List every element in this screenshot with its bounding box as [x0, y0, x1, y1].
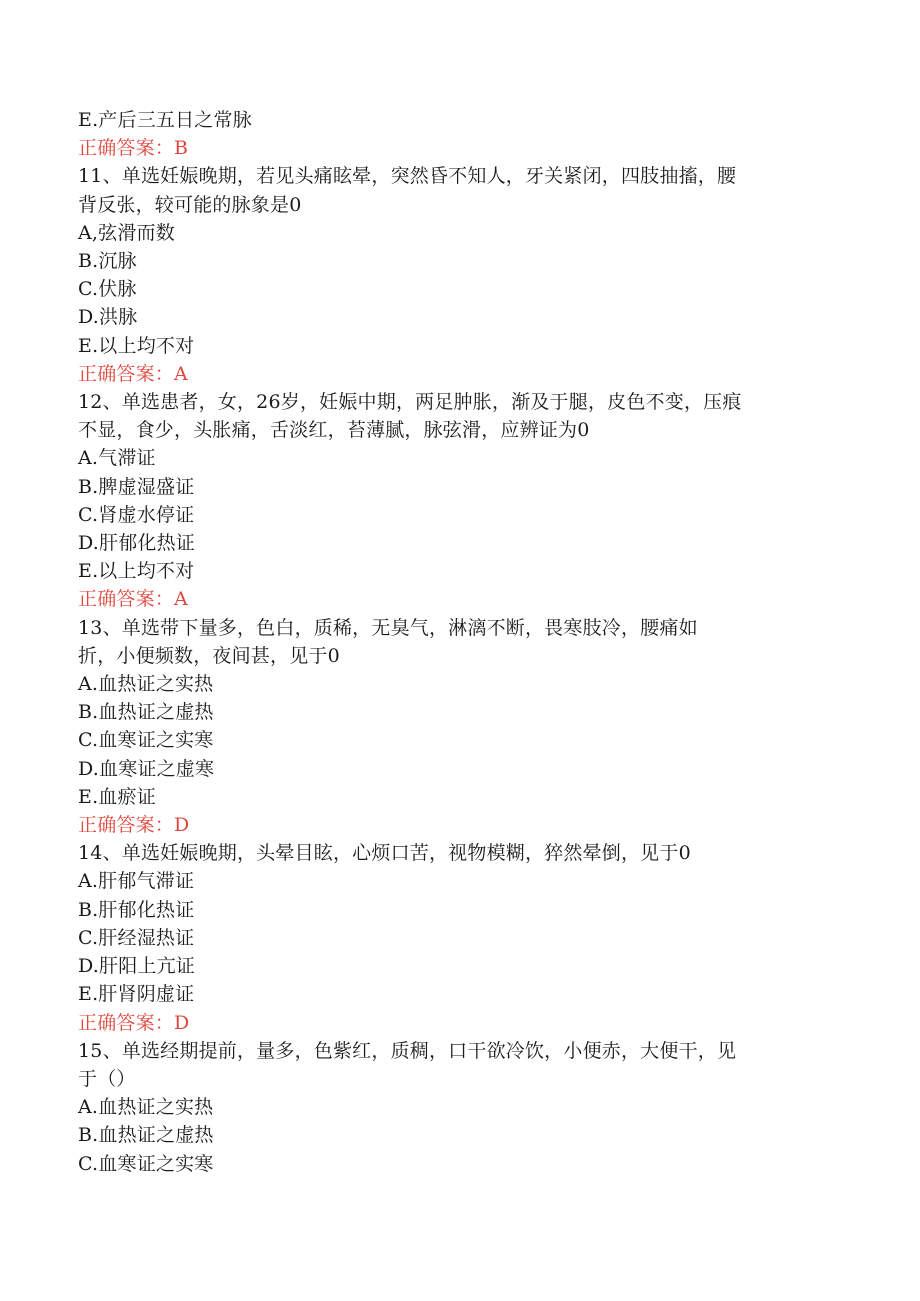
q15-option-b: B.血热证之虚热 [78, 1124, 214, 1147]
q13-option-a: A.血热证之实热 [78, 673, 214, 696]
question-15 [78, 1037, 823, 1093]
q14-option-c: C.肝经湿热证 [78, 926, 195, 949]
q14-option-a: A.肝郁气滞证 [78, 870, 195, 893]
question-13 [78, 614, 823, 670]
question-15-line-1: 15、单选经期提前，量多，色紫红，质稠，口干欲冷饮，小便赤，大便干，见 [78, 1039, 737, 1062]
q15-option-a: A.血热证之实热 [78, 1096, 214, 1119]
q13-answer: 正确答案：D [78, 814, 190, 837]
question-15-line-2: 于（） [78, 1067, 136, 1090]
q13-option-e: E.血瘀证 [78, 785, 156, 808]
q11-option-b: B.沉脉 [78, 250, 137, 273]
question-13-line-2: 折，小便频数，夜间甚，见于0 [78, 644, 340, 667]
q11-option-c: C.伏脉 [78, 278, 137, 301]
q12-option-c: C.肾虚水停证 [78, 503, 195, 526]
document-page [78, 106, 823, 1178]
question-14-line-1: 14、单选妊娠晚期，头晕目眩，心烦口苦，视物模糊，猝然晕倒，见于0 [78, 842, 691, 865]
q14-option-b: B.肝郁化热证 [78, 898, 195, 921]
line-e-prev: E.产后三五日之常脉 [78, 109, 252, 131]
q12-option-e: E.以上均不对 [78, 560, 195, 583]
question-12 [78, 388, 823, 444]
question-11 [78, 162, 823, 218]
q12-option-d: D.肝郁化热证 [78, 532, 195, 555]
q12-answer: 正确答案：A [78, 588, 188, 611]
question-13-line-1: 13、单选带下量多，色白，质稀，无臭气，淋漓不断，畏寒肢冷，腰痛如 [78, 616, 698, 639]
answer-prev: 正确答案：B [78, 137, 189, 160]
q11-option-a: A,弦滑而数 [78, 221, 175, 244]
q14-option-e: E.肝肾阴虚证 [78, 983, 195, 1006]
q14-option-d: D.肝阳上亢证 [78, 955, 195, 978]
q12-option-b: B.脾虚湿盛证 [78, 475, 195, 498]
q11-answer: 正确答案：A [78, 362, 188, 385]
q13-option-c: C.血寒证之实寒 [78, 729, 214, 752]
question-12-line-2: 不显，食少，头胀痛，舌淡红，苔薄腻，脉弦滑，应辨证为0 [78, 419, 590, 442]
q14-answer: 正确答案：D [78, 1011, 190, 1034]
q11-option-e: E.以上均不对 [78, 334, 195, 357]
q12-option-a: A.气滞证 [78, 447, 156, 470]
q13-option-b: B.血热证之虚热 [78, 701, 214, 724]
q11-option-d: D.洪脉 [78, 306, 138, 329]
q15-option-c: C.血寒证之实寒 [78, 1152, 214, 1175]
question-11-line-2: 背反张，较可能的脉象是0 [78, 193, 302, 216]
q13-option-d: D.血寒证之虚寒 [78, 757, 215, 780]
question-11-line-1: 11、单选妊娠晚期，若见头痛眩晕，突然昏不知人，牙关紧闭，四肢抽搐，腰 [78, 165, 737, 188]
question-14 [78, 839, 823, 867]
question-12-line-1: 12、单选患者，女，26岁，妊娠中期，两足肿胀，渐及于腿，皮色不变，压痕 [78, 391, 742, 414]
